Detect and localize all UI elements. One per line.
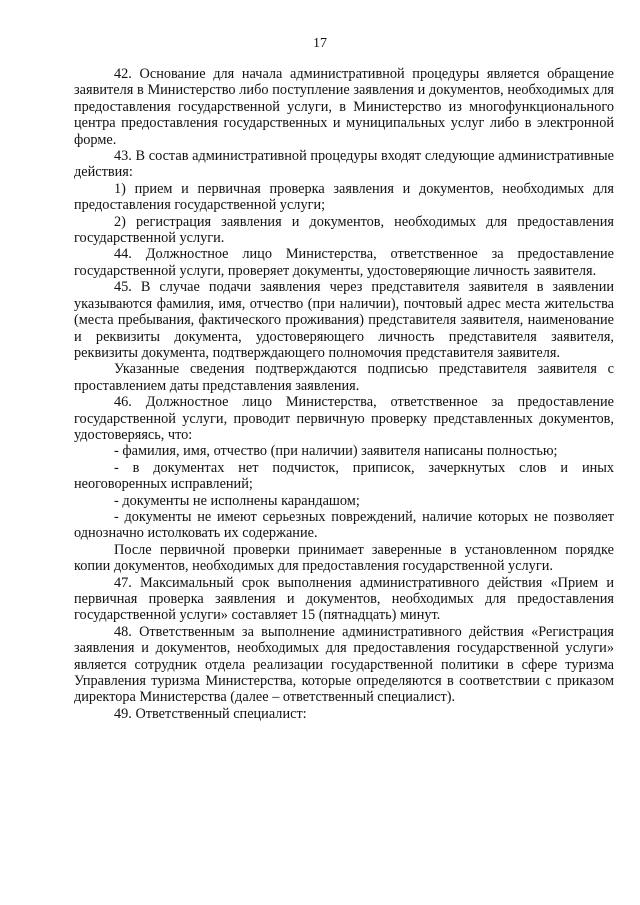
paragraph-46: 46. Должностное лицо Министерства, ответственное за предоставление государственной услуги, проводит первичную проверку представленных документов, удостоверяясь, что: (74, 394, 614, 443)
paragraph-45: 45. В случае подачи заявления через представителя заявителя в заявлении указываются фамилия, имя, отчество (при наличии), почтовый адрес места жительства (места пребывания, фактического проживания) представителя заявителя, наименование и реквизиты документа, удостоверяющего личность представителя заявителя, реквизиты документа, подтверждающего полномочия представителя заявителя. (74, 279, 614, 361)
list-item-1: 1) прием и первичная проверка заявления и документов, необходимых для предоставления государственной услуги; (74, 180, 614, 214)
paragraph-49: 49. Ответственный специалист: (114, 705, 307, 722)
paragraph-47: 47. Максимальный срок выполнения административного действия «Прием и первичная проверка заявления и документов, необходимых для предоставления государственной услуги» составляет 15 (пятнадцать) минут. (74, 574, 614, 624)
list-item-2: 2) регистрация заявления и документов, необходимых для предоставления государственной услуги. (74, 213, 614, 247)
paragraph-42: 42. Основание для начала административной процедуры является обращение заявителя в Министерство либо поступление заявления и документов, необходимых для предоставления государственной услуги, в Министерство из многофункционального центра предоставления государственных и муниципальных услуг либо в электронной форме. (74, 66, 614, 148)
paragraph-46-after-check: После первичной проверки принимает заверенные в установленном порядке копии документов, необходимых для предоставления государственной услуги. (74, 541, 614, 575)
page-number: 17 (313, 36, 327, 51)
paragraph-44: 44. Должностное лицо Министерства, ответственное за предоставление государственной услуги, проверяет документы, удостоверяющие личность заявителя. (74, 246, 614, 279)
document-body (74, 66, 614, 722)
paragraph-45-note: Указанные сведения подтверждаются подписью представителя заявителя с проставлением даты представления заявления. (74, 361, 614, 394)
check-item-corrections: - в документах нет подчисток, приписок, зачеркнутых слов и иных неоговоренных исправлений; (74, 459, 614, 493)
paragraph-48: 48. Ответственным за выполнение административного действия «Регистрация заявления и документов, необходимых для предоставления государственной услуги» является сотрудник отдела реализации государственной политики в сфере туризма Управления туризма Министерства, которые определяются в соответствии с приказом директора Министерства (далее – ответственный специалист). (74, 623, 614, 706)
paragraph-43: 43. В состав административной процедуры входят следующие административные действия: (74, 148, 614, 181)
check-item-name: - фамилия, имя, отчество (при наличии) заявителя написаны полностью; (114, 443, 558, 460)
check-item-pencil: - документы не исполнены карандашом; (114, 492, 360, 509)
check-item-damage: - документы не имеют серьезных повреждений, наличие которых не позволяет однозначно истолковать их содержание. (74, 508, 614, 542)
